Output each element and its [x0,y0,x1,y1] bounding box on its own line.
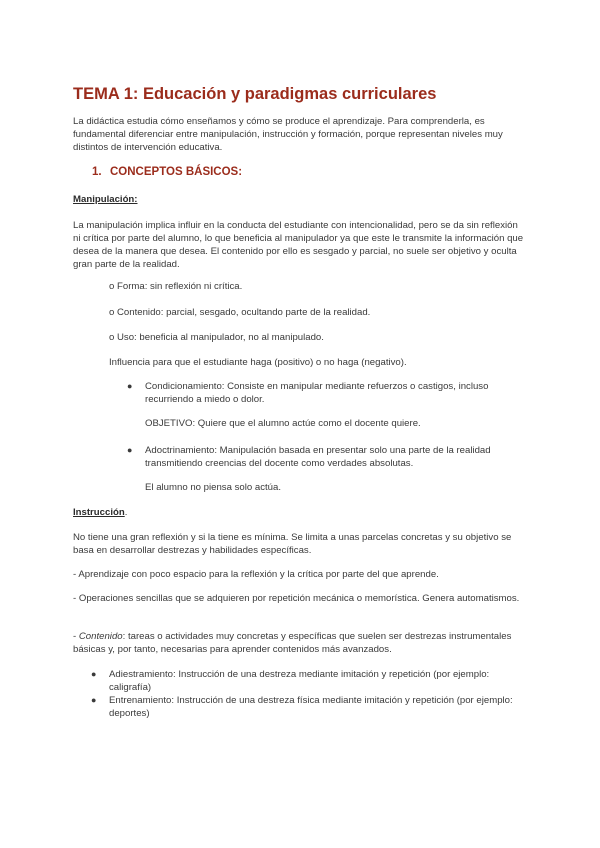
instruccion-paragraph: No tiene una gran reflexión y si la tiene es mínima. Se limita a unas parcelas concretas y su objetivo se basa en desarrollar destrezas y habilidades específicas. [73,532,512,556]
instruccion-heading [73,506,127,519]
manipulacion-paragraph: La manipulación implica influir en la conducta del estudiante con intencionalidad, pero se da sin reflexión ni crítica por parte del alumno, lo que beneficia al manipulador ya que este le transmite la información que desea de la manera que desea. El contenido por ello es sesgado y parcial, no suele ser objetivo y oculta gran parte de la realidad. [73,220,524,270]
condicionamiento-note: OBJETIVO: Quiere que el alumno actúe como el docente quiere. [145,418,421,429]
manipulacion-heading: Manipulación: [73,194,138,205]
point-3-rest: : tareas o actividades muy concretas y específicas que suelen ser destrezas instrumentales básicas y, por tanto, necesarias para aprender contenidos más avanzados. [73,631,512,655]
bullet-icon: ● [127,445,133,455]
manipulacion-item-contenido: o Contenido: parcial, sesgado, ocultando parte de la realidad. [109,307,371,318]
intro-paragraph: La didáctica estudia cómo enseñamos y cómo se produce el aprendizaje. Para comprenderla, es fundamental diferenciar entre manipulación, instrucción y formación, porque representan niveles muy distintos de intervención educativa. [73,116,503,153]
instruccion-heading-label: Instrucción [73,507,125,518]
page-title: TEMA 1: Educación y paradigmas curriculares [73,85,437,103]
manipulacion-item-uso: o Uso: beneficia al manipulador, no al manipulado. [109,332,324,343]
point-3-label: Contenido [78,631,123,642]
section-heading [92,165,242,180]
bullet-icon: ● [127,381,133,391]
entrenamiento-text: Entrenamiento: Instrucción de una destreza física mediante imitación y repetición (por ejemplo: deportes) [109,695,513,719]
adoctrinamiento-note: El alumno no piensa solo actúa. [145,482,281,493]
influence-line: Influencia para que el estudiante haga (positivo) o no haga (negativo). [109,357,407,368]
instruccion-point-3 [73,630,525,656]
section-number: 1. [92,166,102,178]
bullet-icon: ● [91,669,97,679]
condicionamiento-text: Condicionamiento: Consiste en manipular mediante refuerzos o castigos, incluso recurriendo a miedo o dolor. [145,381,489,405]
manipulacion-item-forma: o Forma: sin reflexión ni crítica. [109,281,243,292]
point-3-prefix: - [73,631,79,642]
section-title: CONCEPTOS BÁSICOS: [110,166,243,178]
instruccion-point-2: - Operaciones sencillas que se adquieren por repetición mecánica o memorística. Genera automatismos. [73,593,520,604]
instruccion-heading-suffix: . [124,507,128,518]
adiestramiento-text: Adiestramiento: Instrucción de una destreza mediante imitación y repetición (por ejemplo: caligrafía) [109,669,490,693]
bullet-icon: ● [91,695,97,705]
adoctrinamiento-text: Adoctrinamiento: Manipulación basada en presentar solo una parte de la realidad transmitiendo creencias del docente como verdades absolutas. [145,445,491,469]
instruccion-point-1: - Aprendizaje con poco espacio para la reflexión y la crítica por parte del que aprende. [73,569,439,580]
